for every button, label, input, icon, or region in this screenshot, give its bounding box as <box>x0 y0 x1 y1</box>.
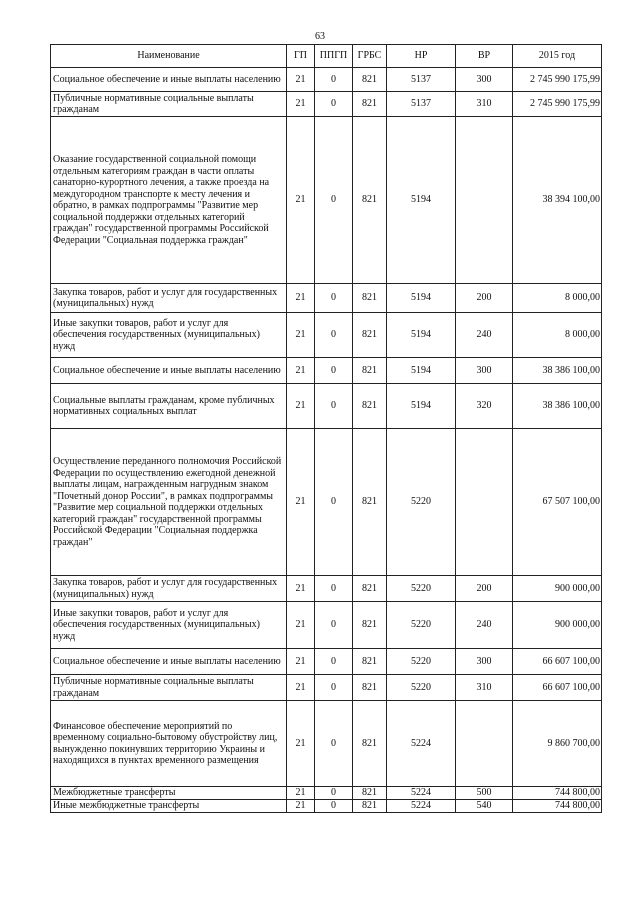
row-name: Иные межбюджетные трансферты <box>51 800 287 813</box>
row-nr: 5224 <box>387 787 456 800</box>
row-grbs: 821 <box>353 92 387 117</box>
row-ppgp: 0 <box>315 602 353 649</box>
row-name: Межбюджетные трансферты <box>51 787 287 800</box>
row-amount: 744 800,00 <box>513 787 602 800</box>
row-grbs: 821 <box>353 384 387 429</box>
row-grbs: 821 <box>353 576 387 602</box>
row-gp: 21 <box>287 384 315 429</box>
row-nr: 5137 <box>387 68 456 92</box>
row-amount: 66 607 100,00 <box>513 649 602 675</box>
row-vr: 320 <box>456 384 513 429</box>
row-grbs: 821 <box>353 675 387 701</box>
row-vr <box>456 701 513 787</box>
row-nr: 5194 <box>387 117 456 284</box>
row-gp: 21 <box>287 284 315 313</box>
row-amount: 38 386 100,00 <box>513 358 602 384</box>
row-nr: 5194 <box>387 384 456 429</box>
table-row <box>51 787 602 800</box>
row-gp: 21 <box>287 800 315 813</box>
row-ppgp: 0 <box>315 429 353 576</box>
row-amount: 2 745 990 175,99 <box>513 92 602 117</box>
row-nr: 5224 <box>387 701 456 787</box>
row-amount: 2 745 990 175,99 <box>513 68 602 92</box>
row-nr: 5220 <box>387 429 456 576</box>
table-row <box>51 701 602 787</box>
row-vr: 500 <box>456 787 513 800</box>
row-amount: 38 386 100,00 <box>513 384 602 429</box>
row-gp: 21 <box>287 787 315 800</box>
table-row <box>51 384 602 429</box>
row-grbs: 821 <box>353 800 387 813</box>
row-vr: 540 <box>456 800 513 813</box>
row-ppgp: 0 <box>315 576 353 602</box>
row-grbs: 821 <box>353 787 387 800</box>
row-nr: 5224 <box>387 800 456 813</box>
row-name: Закупка товаров, работ и услуг для государственных (муниципальных) нужд <box>51 284 287 313</box>
row-grbs: 821 <box>353 358 387 384</box>
row-vr: 200 <box>456 576 513 602</box>
row-name: Иные закупки товаров, работ и услуг для обеспечения государственных (муниципальных) нужд <box>51 313 287 358</box>
row-nr: 5194 <box>387 313 456 358</box>
row-vr: 310 <box>456 92 513 117</box>
table-row <box>51 675 602 701</box>
table-row <box>51 429 602 576</box>
row-name: Иные закупки товаров, работ и услуг для обеспечения государственных (муниципальных) нужд <box>51 602 287 649</box>
table-row <box>51 800 602 813</box>
row-gp: 21 <box>287 675 315 701</box>
row-nr: 5220 <box>387 675 456 701</box>
row-gp: 21 <box>287 701 315 787</box>
row-ppgp: 0 <box>315 675 353 701</box>
row-vr: 310 <box>456 675 513 701</box>
table-row <box>51 602 602 649</box>
row-ppgp: 0 <box>315 92 353 117</box>
row-grbs: 821 <box>353 429 387 576</box>
row-gp: 21 <box>287 313 315 358</box>
budget-table <box>50 44 602 813</box>
row-grbs: 821 <box>353 117 387 284</box>
row-nr: 5220 <box>387 649 456 675</box>
row-name: Публичные нормативные социальные выплаты гражданам <box>51 92 287 117</box>
row-vr: 300 <box>456 358 513 384</box>
row-nr: 5194 <box>387 358 456 384</box>
table-row <box>51 576 602 602</box>
row-ppgp: 0 <box>315 701 353 787</box>
row-gp: 21 <box>287 429 315 576</box>
row-amount: 67 507 100,00 <box>513 429 602 576</box>
row-nr: 5220 <box>387 602 456 649</box>
row-name: Осуществление переданного полномочия Российской Федерации по осуществлению ежегодной денежной выплаты лицам, награжденным нагрудным знаком "Почетный донор России", в рамках подпрограммы "Развитие мер социальной поддержки отдельных категорий граждан" государственной программы Российской Федерации "Социальная поддержка граждан" <box>51 429 287 576</box>
column-header-nr: НР <box>387 45 456 68</box>
row-name: Социальные выплаты гражданам, кроме публичных нормативных социальных выплат <box>51 384 287 429</box>
table-row <box>51 313 602 358</box>
row-amount: 38 394 100,00 <box>513 117 602 284</box>
row-vr: 300 <box>456 649 513 675</box>
row-name: Оказание государственной социальной помощи отдельным категориям граждан в части оплаты санаторно-курортного лечения, а также проезда на междугородном транспорте к месту лечения и обратно, в рамках подпрограммы "Развитие мер социальной поддержки отдельных категорий граждан" государственной программы Российской Федерации "Социальная поддержка граждан" <box>51 117 287 284</box>
column-header-gp: ГП <box>287 45 315 68</box>
row-vr: 200 <box>456 284 513 313</box>
column-header-name: Наименование <box>51 45 287 68</box>
column-header-ppgp: ППГП <box>315 45 353 68</box>
column-header-grbs: ГРБС <box>353 45 387 68</box>
row-amount: 744 800,00 <box>513 800 602 813</box>
row-gp: 21 <box>287 92 315 117</box>
column-header-year: 2015 год <box>513 45 602 68</box>
row-grbs: 821 <box>353 284 387 313</box>
row-gp: 21 <box>287 602 315 649</box>
row-grbs: 821 <box>353 68 387 92</box>
row-amount: 8 000,00 <box>513 284 602 313</box>
row-name: Социальное обеспечение и иные выплаты населению <box>51 358 287 384</box>
row-ppgp: 0 <box>315 313 353 358</box>
row-amount: 900 000,00 <box>513 576 602 602</box>
row-ppgp: 0 <box>315 284 353 313</box>
row-vr <box>456 117 513 284</box>
row-name: Финансовое обеспечение мероприятий по временному социально-бытовому обустройству лиц, вынужденно покинувших территорию Украины и находящихся в пунктах временного размещения <box>51 701 287 787</box>
table-row <box>51 358 602 384</box>
table-row <box>51 649 602 675</box>
row-vr: 300 <box>456 68 513 92</box>
row-ppgp: 0 <box>315 649 353 675</box>
row-grbs: 821 <box>353 649 387 675</box>
table-row <box>51 68 602 92</box>
row-gp: 21 <box>287 68 315 92</box>
row-amount: 8 000,00 <box>513 313 602 358</box>
row-amount: 9 860 700,00 <box>513 701 602 787</box>
row-ppgp: 0 <box>315 384 353 429</box>
row-ppgp: 0 <box>315 787 353 800</box>
row-grbs: 821 <box>353 701 387 787</box>
row-vr <box>456 429 513 576</box>
column-header-vr: ВР <box>456 45 513 68</box>
row-ppgp: 0 <box>315 800 353 813</box>
row-gp: 21 <box>287 649 315 675</box>
row-nr: 5137 <box>387 92 456 117</box>
row-ppgp: 0 <box>315 358 353 384</box>
row-nr: 5220 <box>387 576 456 602</box>
row-name: Закупка товаров, работ и услуг для государственных (муниципальных) нужд <box>51 576 287 602</box>
table-row <box>51 92 602 117</box>
row-name: Социальное обеспечение и иные выплаты населению <box>51 649 287 675</box>
row-grbs: 821 <box>353 602 387 649</box>
table-row <box>51 284 602 313</box>
row-nr: 5194 <box>387 284 456 313</box>
row-gp: 21 <box>287 117 315 284</box>
row-ppgp: 0 <box>315 68 353 92</box>
table-header-row <box>51 45 602 68</box>
row-gp: 21 <box>287 358 315 384</box>
row-name: Публичные нормативные социальные выплаты гражданам <box>51 675 287 701</box>
row-gp: 21 <box>287 576 315 602</box>
row-vr: 240 <box>456 602 513 649</box>
row-grbs: 821 <box>353 313 387 358</box>
page-number: 63 <box>315 31 325 42</box>
row-name: Социальное обеспечение и иные выплаты населению <box>51 68 287 92</box>
table-row <box>51 117 602 284</box>
row-amount: 66 607 100,00 <box>513 675 602 701</box>
row-amount: 900 000,00 <box>513 602 602 649</box>
row-ppgp: 0 <box>315 117 353 284</box>
row-vr: 240 <box>456 313 513 358</box>
